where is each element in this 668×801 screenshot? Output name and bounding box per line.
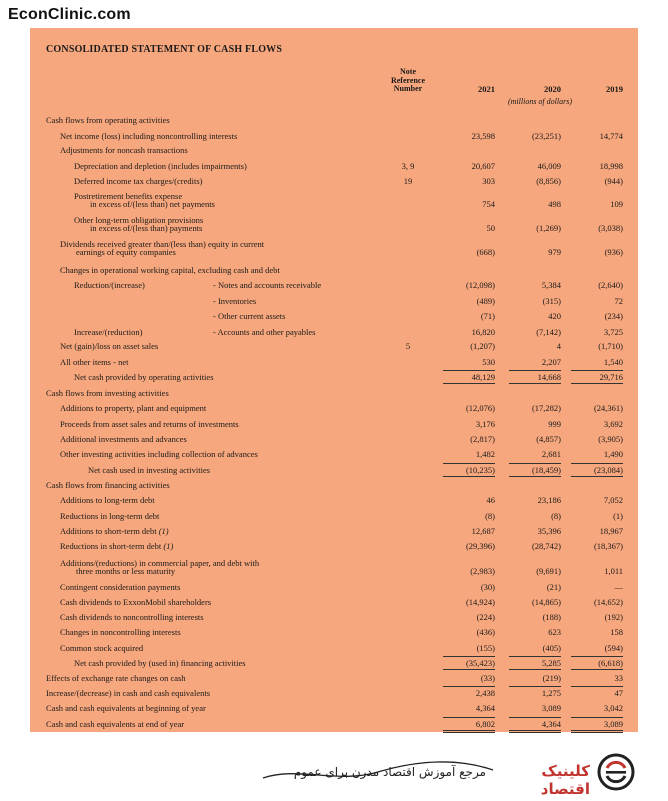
value-2019: (23,084) [593,465,623,475]
subtotal-rule [443,370,495,371]
row-label: Net (gain)/loss on asset sales [60,341,159,351]
value-2019: 47 [614,688,623,698]
row-sublabel: - Notes and accounts receivable [213,280,322,290]
subtotal-rule [443,463,495,464]
value-2021: 4,364 [475,703,495,713]
value-2021: (14,924) [465,597,495,607]
grand-total-rule [443,732,495,733]
value-2021: 23,598 [471,131,495,141]
value-2019: 33 [614,673,623,683]
row-label: Changes in operational working capital, excluding cash and debt [60,265,280,275]
row-label-continued: three months or less maturity [76,566,176,576]
site-watermark: EconClinic.com [8,6,131,23]
units-label: (millions of dollars) [507,97,572,106]
row-label: All other items - net [60,357,129,367]
grand-total-rule [571,730,623,731]
row-label: Depreciation and depletion (includes impairments) [74,161,247,171]
value-2019: (944) [604,176,623,186]
row-label: Dividends received greater than/(less than) equity in current [60,239,265,249]
row-label: Increase/(reduction) [74,327,143,337]
subtotal-rule [509,370,561,371]
value-2021: 20,607 [471,161,495,171]
value-2019: (18,367) [593,541,623,551]
value-2021: 50 [486,223,495,233]
row-label: Cash flows from operating activities [46,115,170,125]
value-2021: (30) [480,582,495,592]
row-sublabel: - Accounts and other payables [213,327,316,337]
row-label: Increase/(decrease) in cash and cash equivalents [46,688,211,698]
row-label-continued: earnings of equity companies [76,247,176,257]
row-label: Proceeds from asset sales and returns of investments [60,419,239,429]
value-2021: (29,396) [465,541,495,551]
subtotal-rule [571,463,623,464]
subtotal-rule [443,717,495,718]
value-2020: 5,285 [541,658,561,668]
subtotal-rule [509,656,561,657]
value-2020: (405) [542,643,561,653]
value-2019: (192) [604,612,623,622]
subtotal-rule [443,656,495,657]
year-header-2021: 2021 [478,84,495,94]
row-label: Postretirement benefits expense [74,191,183,201]
subtotal-rule [571,370,623,371]
value-2021: (35,423) [465,658,495,668]
row-label-continued: in excess of/(less than) payments [90,223,203,233]
grand-total-rule [571,732,623,733]
row-label: Cash flows from investing activities [46,388,169,398]
row-sublabel: - Inventories [213,296,257,306]
total-rule [443,669,495,670]
value-2019: 3,692 [603,419,623,429]
value-2020: 999 [548,419,561,429]
row-label: Deferred income tax charges/(credits) [74,176,203,186]
value-2019: — [614,582,623,592]
row-label: Reduction/(increase) [74,280,145,290]
value-2020: 5,384 [541,280,561,290]
grand-total-rule [509,732,561,733]
note-reference: 19 [403,176,413,186]
footnote-ref: (1) [161,541,174,551]
row-label: Net income (loss) including noncontrolling interests [60,131,238,141]
total-rule [509,476,561,477]
row-label: Cash and cash equivalents at beginning of year [46,703,206,713]
value-2021: 1,482 [475,449,495,459]
value-2019: (1) [613,511,623,521]
footnote-ref: (1) [156,526,169,536]
value-2019: (3,038) [598,223,623,233]
value-2019: 3,725 [603,327,623,337]
note-reference-header: Note Reference Number [390,67,426,93]
value-2020: (1,269) [536,223,561,233]
value-2019: 3,042 [603,703,623,713]
value-2020: 46,009 [537,161,561,171]
year-header-2019: 2019 [606,84,623,94]
value-2021: (8) [485,511,495,521]
row-label: Adjustments for noncash transactions [60,145,188,155]
value-2020: 3,089 [541,703,561,713]
row-label-continued: in excess of/(less than) net payments [90,199,215,209]
value-2021: (489) [476,296,495,306]
value-2019: (24,361) [593,403,623,413]
value-2019: 18,998 [599,161,623,171]
total-rule [443,476,495,477]
value-2019: (2,640) [598,280,623,290]
value-2020: 35,396 [537,526,561,536]
value-2020: (21) [546,582,561,592]
value-2021: 48,129 [471,372,495,382]
row-label: Reductions in short-term debt (1) [60,541,174,551]
subtotal-rule [571,717,623,718]
row-label: Additions to long-term debt [60,495,155,505]
value-2020: (315) [542,296,561,306]
value-2021: 46 [486,495,495,505]
value-2021: 12,687 [471,526,495,536]
value-2021: (224) [476,612,495,622]
note-reference: 5 [405,341,411,351]
value-2020: (8) [551,511,561,521]
value-2020: 979 [548,247,561,257]
value-2019: (6,618) [598,658,623,668]
econclinic-logo-icon [596,752,636,792]
value-2019: (14,652) [593,597,623,607]
footer-brand-name: کلینیک اقتصاد [540,762,590,798]
row-label: Effects of exchange rate changes on cash [46,673,186,683]
value-2021: (33) [480,673,495,683]
row-label: Other long-term obligation provisions [74,215,204,225]
value-2021: (12,098) [465,280,495,290]
value-2021: (12,076) [465,403,495,413]
value-2019: 3,089 [603,719,623,729]
value-2021: 6,802 [475,719,495,729]
value-2020: (23,251) [531,131,561,141]
value-2019: (3,905) [598,434,623,444]
value-2019: (234) [604,311,623,321]
value-2019: 14,774 [599,131,623,141]
value-2020: (14,865) [531,597,561,607]
value-2020: 23,186 [537,495,561,505]
value-2019: 1,540 [603,357,623,367]
subtotal-rule [571,656,623,657]
value-2021: 16,820 [471,327,495,337]
value-2019: 18,967 [599,526,623,536]
subtotal-rule [509,717,561,718]
value-2021: (2,983) [470,566,495,576]
value-2019: 29,716 [599,372,623,382]
value-2019: 158 [610,627,623,637]
value-2020: (9,691) [536,566,561,576]
value-2019: (1,710) [598,341,623,351]
value-2021: (155) [476,643,495,653]
value-2019: 109 [610,199,623,209]
row-label: Net cash provided by operating activities [74,372,214,382]
row-label: Other investing activities including collection of advances [60,449,258,459]
row-label: Cash and cash equivalents at end of year [46,719,185,729]
row-label: Reductions in long-term debt [60,511,160,521]
row-label: Cash dividends to ExxonMobil shareholders [60,597,212,607]
total-rule [571,383,623,384]
year-header-2020: 2020 [544,84,561,94]
value-2020: (28,742) [531,541,561,551]
value-2021: 530 [482,357,495,367]
value-2020: 2,681 [541,449,561,459]
subtotal-rule [509,686,561,687]
row-label: Cash flows from financing activities [46,480,170,490]
value-2020: (18,459) [531,465,561,475]
value-2020: (188) [542,612,561,622]
value-2020: (7,142) [536,327,561,337]
value-2021: (10,235) [465,465,495,475]
grand-total-rule [509,730,561,731]
row-label: Cash dividends to noncontrolling interests [60,612,204,622]
row-label: Changes in noncontrolling interests [60,627,181,637]
value-2021: 754 [482,199,495,209]
value-2020: 14,668 [537,372,561,382]
row-label: Common stock acquired [60,643,144,653]
row-label: Additions to property, plant and equipment [60,403,207,413]
value-2020: 498 [548,199,561,209]
row-label: Net cash used in investing activities [88,465,211,475]
cash-flow-statement-panel [30,28,638,732]
subtotal-rule [443,686,495,687]
value-2020: 2,207 [541,357,561,367]
row-sublabel: - Other current assets [213,311,286,321]
grand-total-rule [443,730,495,731]
value-2019: 1,490 [603,449,623,459]
row-label: Net cash provided by (used in) financing activities [74,658,246,668]
footer-tagline: مرجع آموزش اقتصاد مدرن برای عموم [293,765,486,779]
subtotal-rule [571,686,623,687]
value-2020: 1,275 [541,688,561,698]
total-rule [571,669,623,670]
row-label: Additions/(reductions) in commercial paper, and debt with [60,558,260,568]
value-2021: (668) [476,247,495,257]
total-rule [509,383,561,384]
value-2020: (219) [542,673,561,683]
value-2020: (17,282) [531,403,561,413]
value-2019: (936) [604,247,623,257]
value-2020: (4,857) [536,434,561,444]
row-label: Additions to short-term debt (1) [60,526,169,536]
value-2021: (2,817) [470,434,495,444]
value-2021: 2,438 [475,688,495,698]
row-label: Additional investments and advances [60,434,187,444]
value-2021: (71) [480,311,495,321]
total-rule [443,383,495,384]
value-2020: 623 [548,627,561,637]
total-rule [571,476,623,477]
subtotal-rule [509,463,561,464]
total-rule [509,669,561,670]
row-label: Contingent consideration payments [60,582,181,592]
value-2019: 7,052 [603,495,623,505]
value-2021: 3,176 [475,419,495,429]
note-reference: 3, 9 [401,161,415,171]
value-2020: 4,364 [541,719,561,729]
value-2021: (436) [476,627,495,637]
value-2019: (594) [604,643,623,653]
statement-title: CONSOLIDATED STATEMENT OF CASH FLOWS [46,44,283,55]
value-2021: 303 [482,176,495,186]
value-2019: 72 [614,296,623,306]
value-2020: 4 [556,341,561,351]
value-2019: 1,011 [604,566,623,576]
value-2020: (8,856) [536,176,561,186]
value-2020: 420 [548,311,561,321]
value-2021: (1,207) [470,341,495,351]
